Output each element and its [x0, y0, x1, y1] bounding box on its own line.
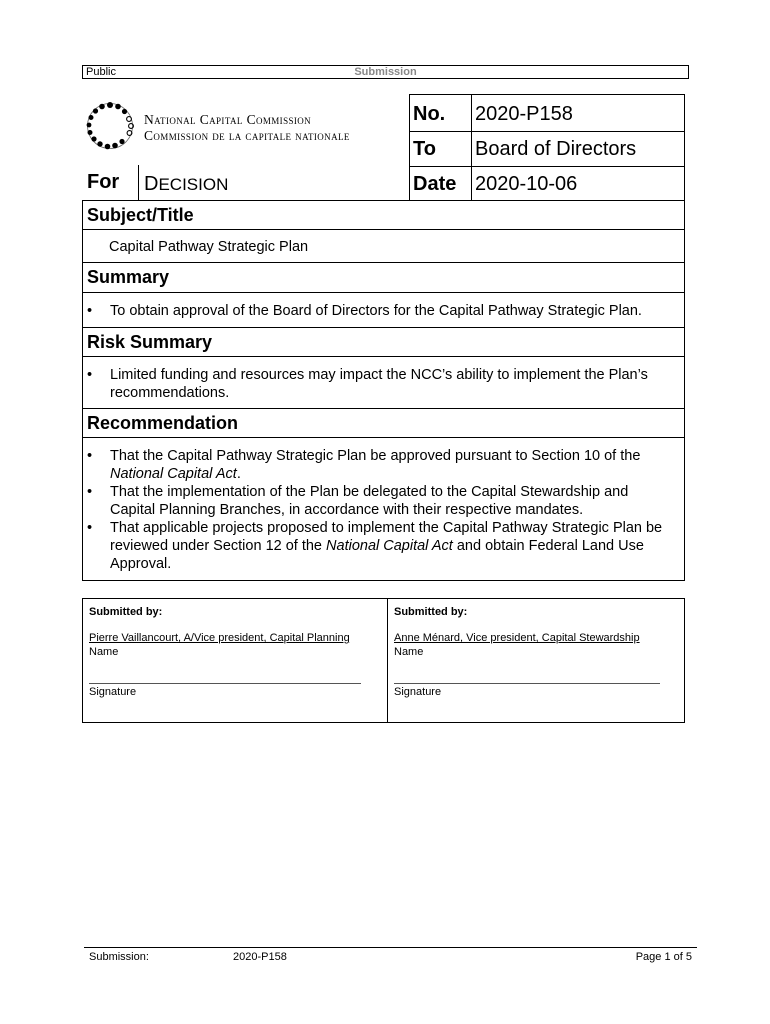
submitted-by-label: Submitted by:	[89, 606, 163, 618]
page-indicator: Page 1 of 5	[635, 951, 692, 963]
name-caption-right: Name	[394, 646, 424, 658]
number-value: 2020-P158	[475, 103, 573, 125]
footer-rule	[84, 947, 697, 948]
to-value: Board of Directors	[475, 138, 637, 160]
risk-heading: Risk Summary	[87, 332, 213, 352]
risk-item: • Limited funding and resources may impact the NCC’s ability to implement the Plan’s recommendations.	[87, 366, 677, 402]
submitter-name-right: Anne Ménard, Vice president, Capital Stewardship	[394, 632, 640, 644]
name-caption-left: Name	[89, 646, 119, 658]
recommendation-heading: Recommendation	[87, 413, 239, 433]
divider	[82, 292, 685, 293]
document-type-label: Submission	[354, 66, 417, 78]
footer-number: 2020-P158	[233, 951, 287, 963]
for-separator	[138, 165, 139, 201]
divider	[82, 327, 685, 328]
divider	[82, 356, 685, 357]
recommendation-item: • That the implementation of the Plan be delegated to the Capital Stewardship and Capital Planning Branches, in accordance with their respective mandates.	[87, 483, 677, 519]
footer-label: Submission:	[89, 951, 149, 963]
recommendation-item: • That applicable projects proposed to implement the Capital Pathway Strategic Plan be reviewed under Section 12 of the National Capital Act and obtain Federal Land Use Approval.	[87, 519, 677, 573]
divider	[82, 437, 685, 438]
subject-text: Capital Pathway Strategic Plan	[109, 239, 309, 255]
submitted-by-label: Submitted by:	[394, 606, 468, 618]
signature-line-left	[89, 683, 361, 684]
ncc-logo-icon	[84, 100, 136, 152]
subject-heading: Subject/Title	[87, 205, 194, 225]
org-name-english: National Capital Commission	[144, 112, 312, 127]
for-value-initial: D	[144, 173, 159, 195]
recommendation-list	[87, 447, 677, 573]
divider	[82, 229, 685, 230]
recommendation-item: • That the Capital Pathway Strategic Plan be approved pursuant to Section 10 of the National Capital Act.	[87, 447, 677, 483]
classification-bar	[82, 65, 689, 79]
risk-list	[87, 366, 677, 402]
for-value-rest: ECISION	[158, 175, 229, 194]
signature-caption-right: Signature	[394, 686, 442, 698]
submitter-name-left: Pierre Vaillancourt, A/Vice president, Capital Planning	[89, 632, 350, 644]
date-label: Date	[413, 173, 457, 195]
divider	[82, 408, 685, 409]
header-table	[409, 94, 685, 201]
summary-heading: Summary	[87, 267, 170, 287]
to-label: To	[413, 138, 436, 160]
summary-item: • To obtain approval of the Board of Directors for the Capital Pathway Strategic Plan.	[87, 302, 677, 320]
number-label: No.	[413, 103, 446, 125]
summary-list	[87, 302, 677, 320]
signature-line-right	[394, 683, 660, 684]
org-name-french: Commission de la capitale nationale	[144, 128, 350, 143]
signature-caption-left: Signature	[89, 686, 137, 698]
date-value: 2020-10-06	[475, 173, 578, 195]
divider	[82, 262, 685, 263]
classification-label: Public	[86, 66, 116, 78]
for-label: For	[87, 171, 120, 193]
for-value	[144, 173, 228, 196]
submitted-by-table	[82, 598, 685, 723]
